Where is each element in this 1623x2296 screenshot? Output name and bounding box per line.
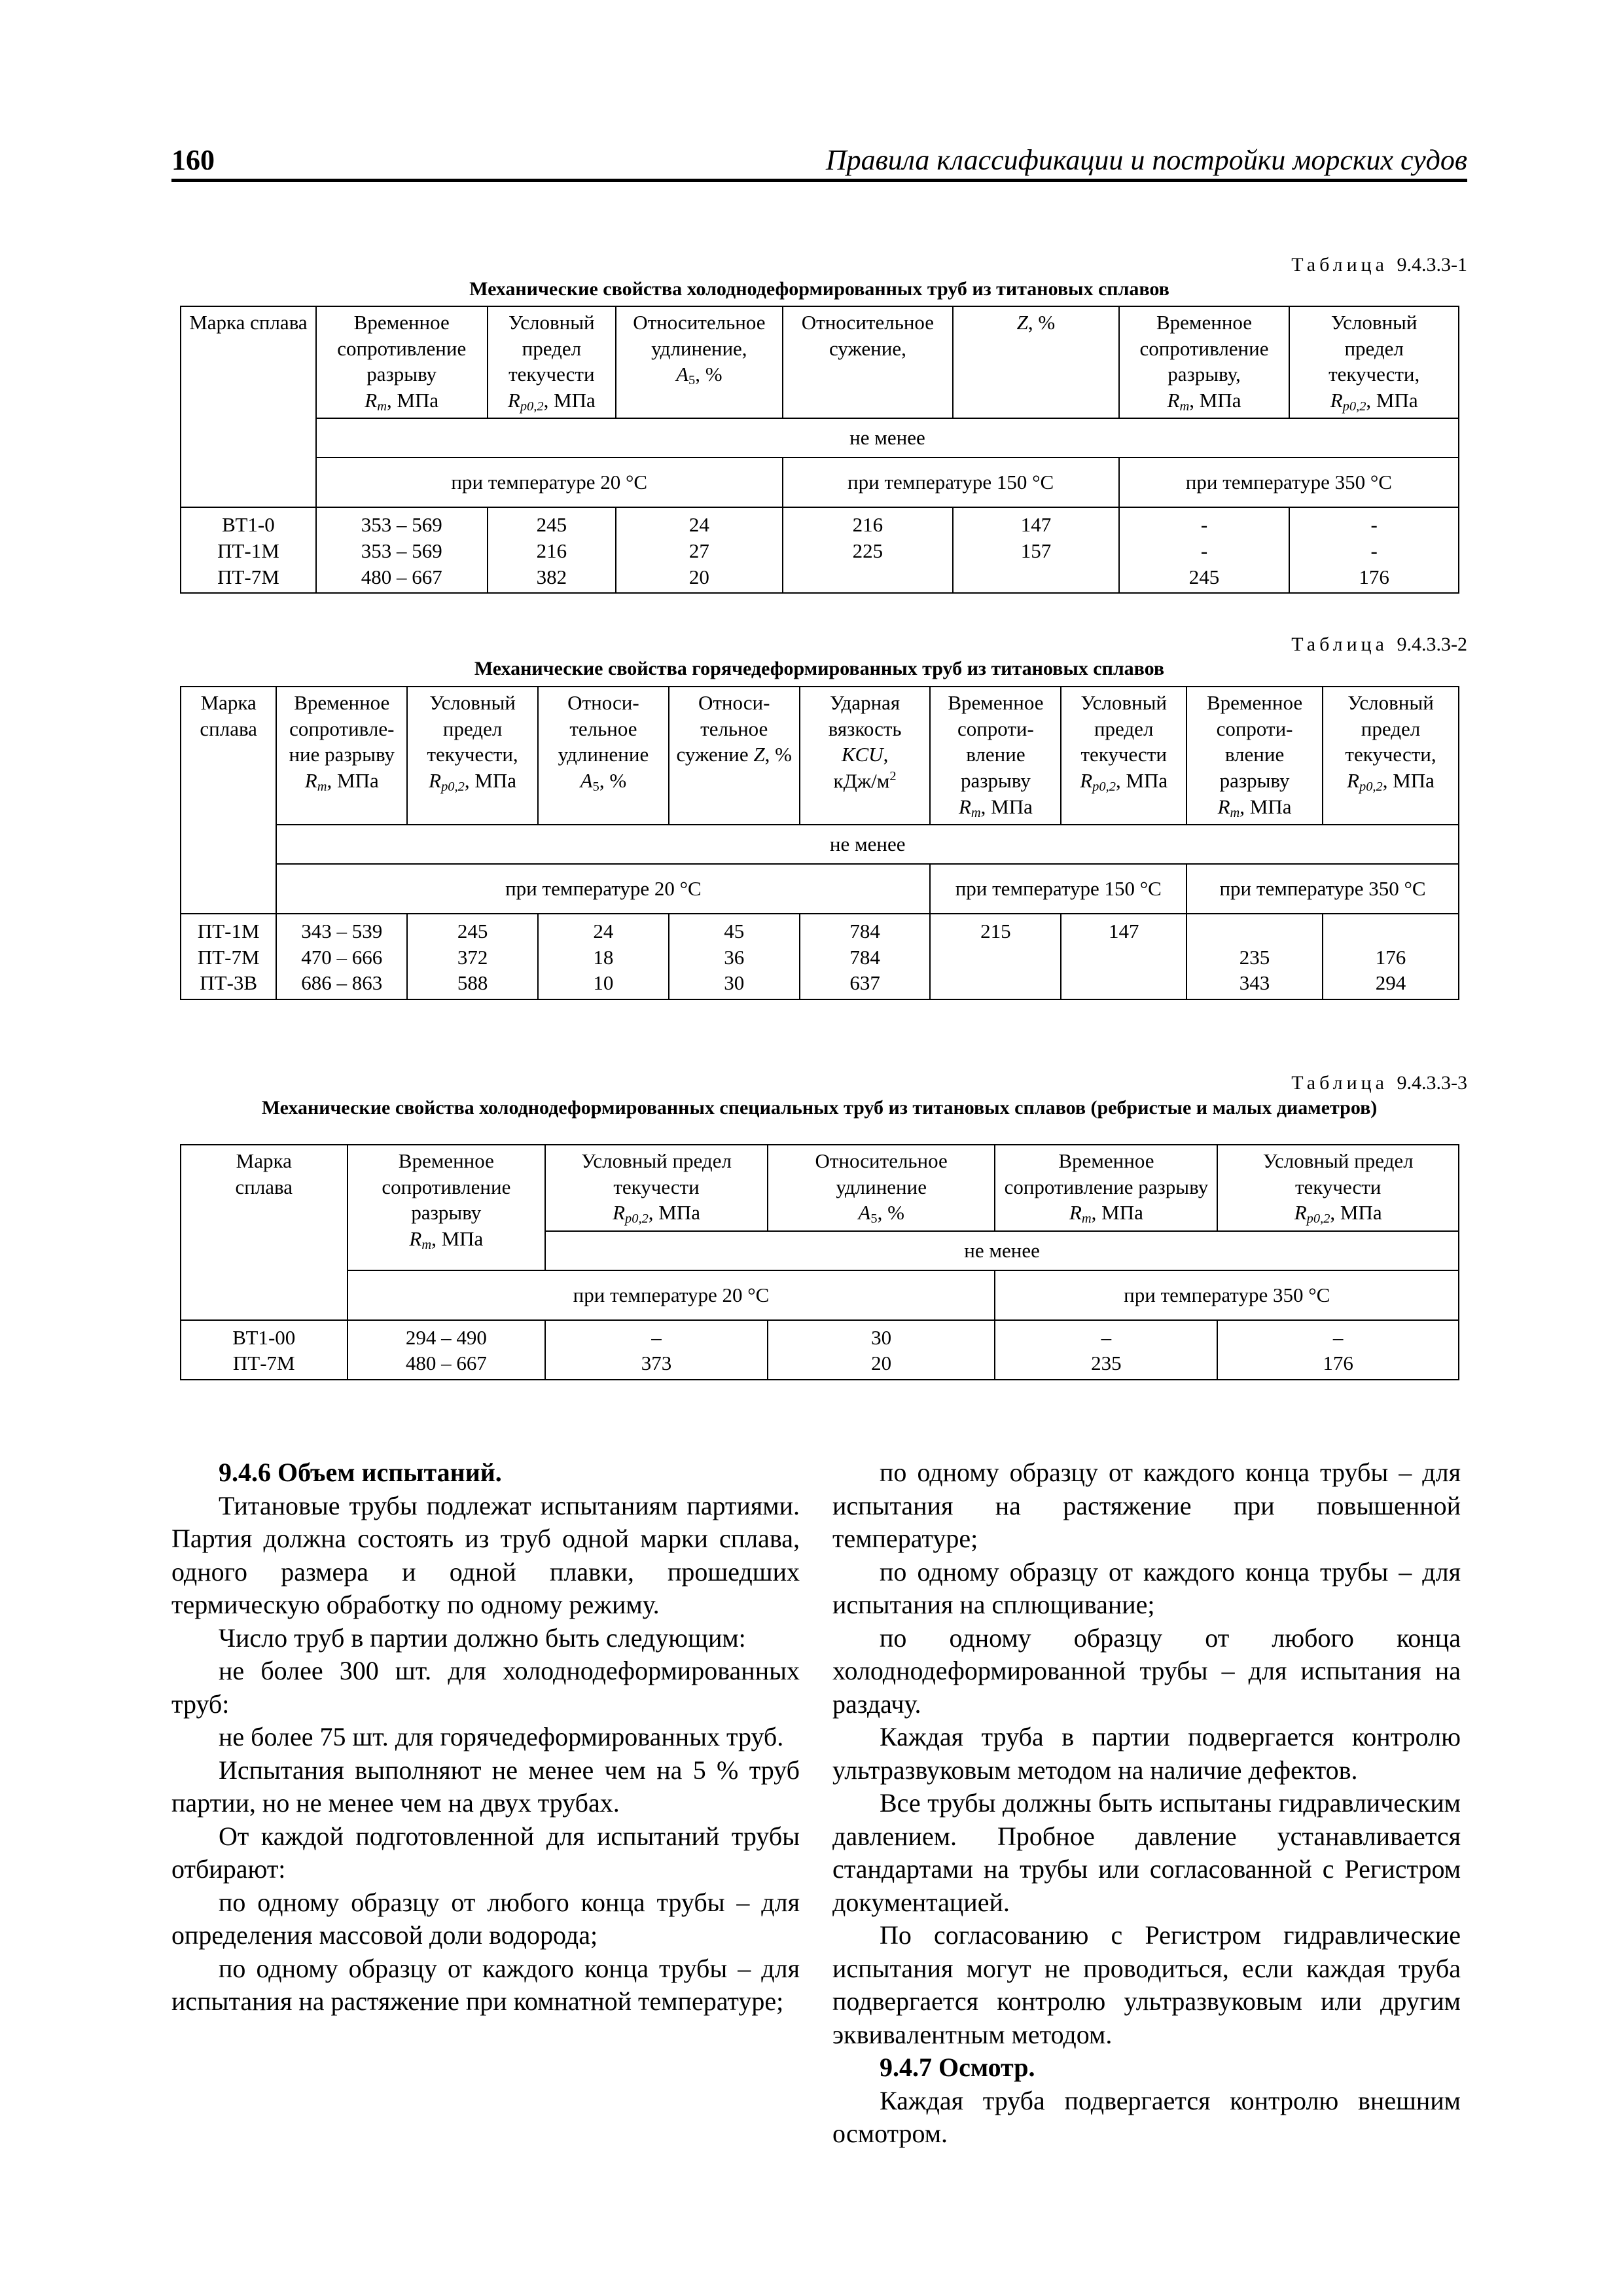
t3-h-rp350: Условный предел текучести $R_{p0,2}$, МПа	[1217, 1145, 1459, 1231]
t3-h-rp20: Условный предел текучести $R_{p0,2}$, МПа	[545, 1145, 768, 1231]
paragraph: Все трубы должны быть испытаны гидравлическим давлением. Пробное давление устанавливается стандартами на трубы или согласованной с Регистром документацией.	[832, 1788, 1461, 1917]
t1-temp20: при температуре 20 °С	[316, 457, 783, 507]
table-row: ПТ-1М ПТ-7М ПТ-3В 343 – 539 470 – 666 686 – 863 245 372 588 24 18 10 45 36 30 784 784 637 215 147 235 343 176 294	[181, 914, 1459, 999]
paragraph: По согласованию с Регистром гидравлические испытания могут не проводиться, если каждая труба подвергается контролю ультразвуковым или другим эквивалентным методом.	[832, 1920, 1461, 2049]
t1-not-less: не менее	[316, 418, 1459, 457]
t2-h-rm20: Временное сопротивле- ние разрыву $R_m$, МПа	[276, 687, 407, 825]
t1-temp350: при температуре 350 °С	[1119, 457, 1459, 507]
t3-h-rm20: Временное сопротивление разрыву $R_m$, МПа	[348, 1145, 546, 1270]
paragraph: Число труб в партии должно быть следующим:	[219, 1623, 746, 1653]
page-number: 160	[171, 144, 215, 176]
paragraph: не более 300 шт. для холоднодеформированных труб:	[171, 1656, 800, 1719]
paragraph: по одному образцу от каждого конца трубы – для испытания на растяжение при комнатной температуре;	[171, 1953, 800, 2016]
t2-h-rm150: Временное сопроти- вление разрыву $R_m$, МПа	[930, 687, 1061, 825]
t1-h-rm350: Временное сопротивление разрыву, $R_m$, МПа	[1119, 306, 1290, 418]
t3-not-less: не менее	[545, 1231, 1459, 1270]
paragraph: по одному образцу от каждого конца трубы – для испытания на сплющивание;	[832, 1556, 1461, 1619]
paragraph: по одному образцу от любого конца трубы – для определения массовой доли водорода;	[171, 1887, 800, 1950]
t2-temp150: при температуре 150 °С	[930, 864, 1186, 914]
paragraph: От каждой подготовленной для испытаний трубы отбирают:	[171, 1821, 800, 1884]
table3-label: Таблица 9.4.3.3-3	[1291, 1072, 1467, 1094]
t3-temp350: при температуре 350 °С	[995, 1270, 1459, 1320]
t3-h-grade: Марка сплава	[181, 1145, 348, 1320]
table1	[180, 306, 1459, 594]
t1-h-rm20: Временное сопротивление разрыву $R_m$, МПа	[316, 306, 488, 418]
t2-h-rp20: Условный предел текучести, $R_{p0,2}$, МПа	[407, 687, 538, 825]
t2-h-rp150: Условный предел текучести $R_{p0,2}$, МПа	[1061, 687, 1186, 825]
t2-h-rm350: Временное сопроти- вление разрыву $R_m$, МПа	[1186, 687, 1323, 825]
t2-temp350: при температуре 350 °С	[1186, 864, 1459, 914]
section-947-heading: 9.4.7 Осмотр.	[880, 2053, 1035, 2082]
table2-caption: Механические свойства горячедеформированных труб из титановых сплавов	[474, 658, 1165, 679]
paragraph: по одному образцу от любого конца холоднодеформированной трубы – для испытания на раздачу.	[832, 1623, 1461, 1719]
paragraph: Каждая труба подвергается контролю внешним осмотром.	[832, 2085, 1461, 2148]
paragraph: по одному образцу от каждого конца трубы – для испытания на растяжение при повышенной температуре;	[832, 1458, 1461, 1553]
t2-not-less: не менее	[276, 825, 1459, 864]
table2-label: Таблица 9.4.3.3-2	[1291, 634, 1467, 655]
table-row: ВТ1-0 ПТ-1М ПТ-7М 353 – 569 353 – 569 480 – 667 245 216 382 24 27 20 216 225 147 157 - - 245 - - 176	[181, 507, 1459, 593]
right-column	[832, 1456, 1461, 2151]
table3-caption: Механические свойства холоднодеформированных специальных труб из титановых сплавов (ребристые и малых диаметров)	[261, 1097, 1378, 1119]
t2-h-z: Относи- тельное сужение Z, %	[669, 687, 800, 825]
paragraph: Титановые трубы подлежат испытаниям партиями. Партия должна состоять из труб одной марки сплава, одного размера и одной плавки, прошедших термическую обработку по одному режиму.	[171, 1490, 800, 1619]
t1-h-grade: Марка сплава	[181, 306, 316, 507]
t2-temp20: при температуре 20 °С	[276, 864, 930, 914]
t2-h-rp350: Условный предел текучести, $R_{p0,2}$, МПа	[1323, 687, 1459, 825]
t1-h-z: Относительное сужение,	[783, 306, 954, 418]
table-row: ВТ1-00 ПТ-7М 294 – 490 480 – 667 – 373 30 20 – 235 – 176	[181, 1320, 1459, 1380]
t1-h-a5: Относительное удлинение, $A_5$, %	[616, 306, 782, 418]
paragraph: не более 75 шт. для горячедеформированных труб.	[219, 1722, 784, 1751]
t3-h-rm350: Временное сопротивление разрыву $R_m$, МПа	[995, 1145, 1217, 1231]
running-title: Правила классификации и постройки морских судов	[825, 144, 1467, 176]
section-946-heading: 9.4.6 Объем испытаний.	[219, 1458, 502, 1487]
page-header	[171, 143, 1467, 182]
t2-h-grade: Марка сплава	[181, 687, 276, 914]
paragraph: Каждая труба в партии подвергается контролю ультразвуковым методом на наличие дефектов.	[832, 1722, 1461, 1785]
t2-h-a5: Относи- тельное удлинение $A_5$, %	[538, 687, 669, 825]
t1-temp150: при температуре 150 °С	[783, 457, 1119, 507]
table3	[180, 1144, 1459, 1380]
t3-temp20: при температуре 20 °С	[348, 1270, 995, 1320]
t2-h-kcu: Ударная вязкость KCU, кДж/$м^2$	[800, 687, 931, 825]
table2	[180, 686, 1459, 1000]
table1-label: Таблица 9.4.3.3-1	[1291, 254, 1467, 276]
left-column	[171, 1456, 800, 2018]
t1-h-zpct: Z, %	[953, 306, 1118, 418]
t3-h-a5: Относительное удлинение $A_5$, %	[768, 1145, 995, 1231]
paragraph: Испытания выполняют не менее чем на 5 % труб партии, но не менее чем на двух трубах.	[171, 1755, 800, 1818]
t1-h-rp350: Условный предел текучести, $R_{p0,2}$, МПа	[1289, 306, 1459, 418]
t1-h-rp20: Условный предел текучести $R_{p0,2}$, МПа	[488, 306, 616, 418]
header-rule	[171, 179, 1467, 182]
table1-caption: Механические свойства холоднодеформированных труб из титановых сплавов	[469, 278, 1169, 300]
